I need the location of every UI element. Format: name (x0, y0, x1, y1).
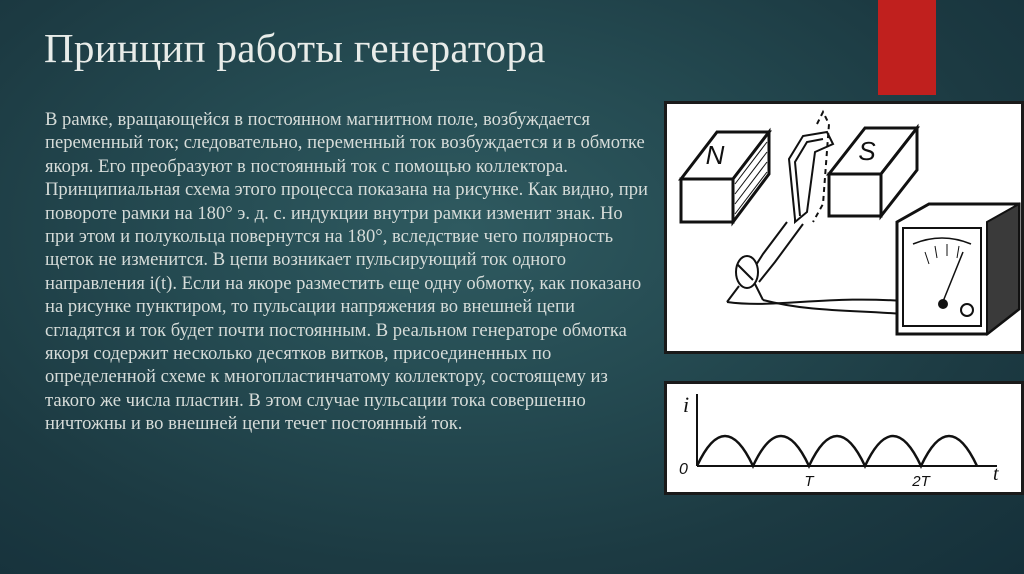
circuit-wires (727, 300, 922, 316)
current-waveform (697, 436, 977, 466)
accent-bar (878, 0, 936, 95)
slide-body-text: В рамке, вращающейся в постоянном магнитном поле, возбуждается переменный ток; следовательно, переменный ток возбуждается и в обмотке якоря. Его преобразуют в постоянный ток с помощью коллектора. Принципиальная схема этого процесса показана на рисунке. Как видно, при повороте рамки на 180° э. д. с. индукции внутри рамки изменит знак. Но при этом и полукольца повернутся на 180°, вследствие чего полярность щеток не изменится. В цепи возникает пульсирующий ток одного направления i(t). Если на якоре разместить еще одну обмотку, как показано на рисунке пунктиром, то пульсации напряжения во внешней цепи сгладятся и ток будет почти постоянным. В реальном генераторе обмотка якоря содержит несколько десятков витков, присоединенных по определенной схеме к многопластинчатому коллектору, состоящему из такого же числа пластин. В этом случае пульсации тока совершенно ничтожны и во внешней цепи течет постоянный ток. (45, 109, 648, 435)
x-axis-label: t (993, 463, 999, 485)
generator-diagram (664, 101, 1024, 354)
south-pole-label: S (858, 136, 876, 166)
graph-axes (697, 394, 997, 466)
tick-label-2t: 2T (912, 473, 930, 490)
north-pole-label: N (705, 140, 725, 170)
south-magnet (829, 128, 917, 216)
origin-label: 0 (679, 461, 688, 478)
pulsating-current-graph (664, 381, 1024, 495)
slide-title: Принцип работы генератора (44, 25, 546, 71)
ammeter (897, 204, 1019, 334)
north-magnet (681, 132, 769, 222)
tick-label-t: T (804, 473, 814, 490)
y-axis-label: i (683, 392, 690, 417)
